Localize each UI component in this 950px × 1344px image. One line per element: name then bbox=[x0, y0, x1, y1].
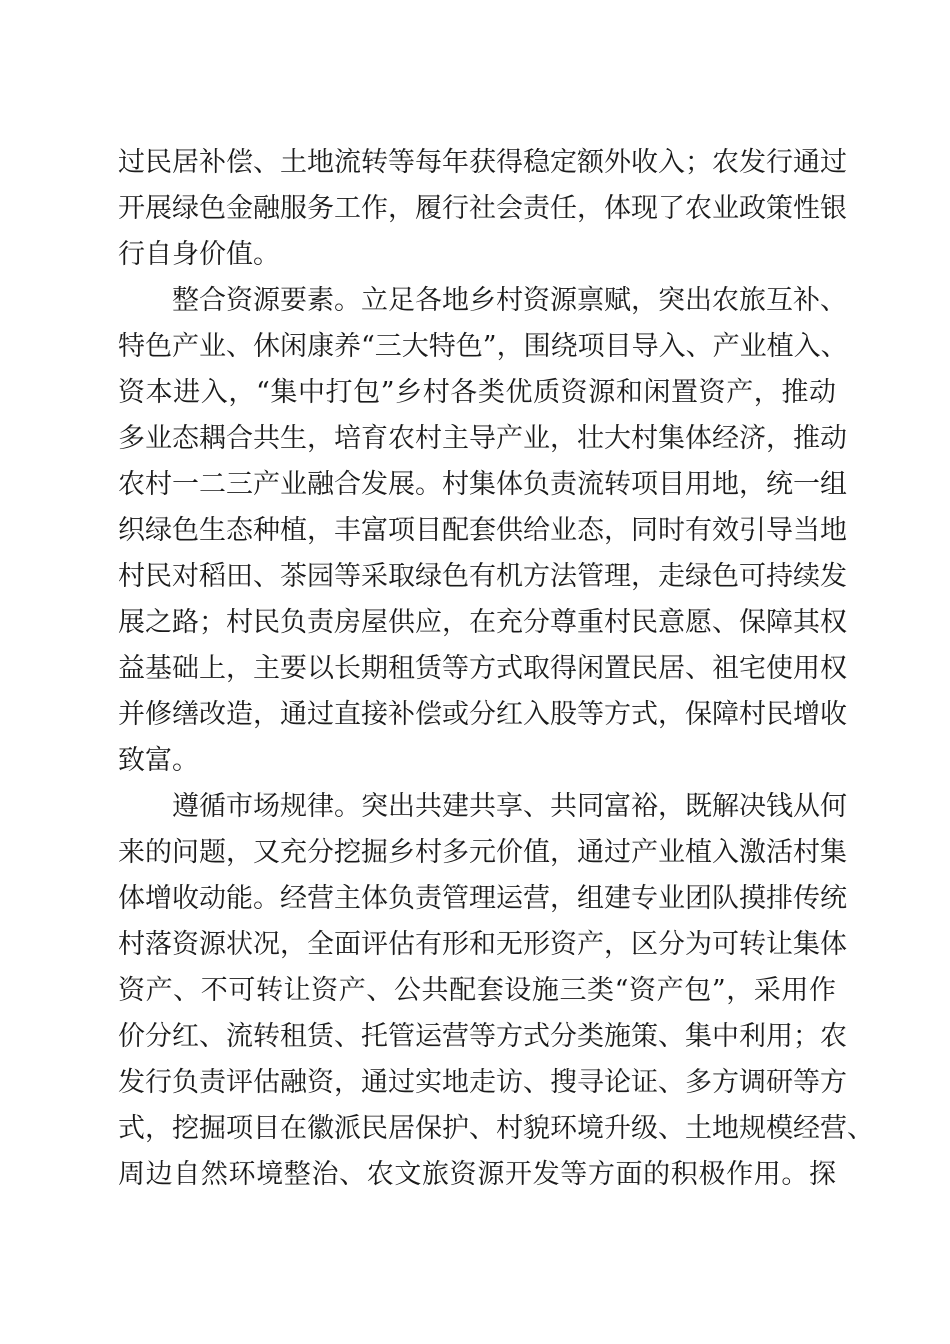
paragraph-continuation bbox=[118, 140, 847, 278]
paragraph-integrate-resources bbox=[118, 278, 848, 784]
text-line: 农村一二三产业融合发展。村集体负责流转项目用地，统一组 bbox=[118, 469, 847, 500]
text-line: 整合资源要素。立足各地乡村资源禀赋，突出农旅互补、 bbox=[172, 285, 847, 316]
text-line: 资产、不可转让资产、公共配套设施三类“资产包”，采用作 bbox=[118, 975, 836, 1006]
text-line: 村落资源状况，全面评估有形和无形资产，区分为可转让集体 bbox=[118, 929, 847, 960]
text-line: 来的问题，又充分挖掘乡村多元价值，通过产业植入激活村集 bbox=[118, 837, 847, 868]
text-line: 多业态耦合共生，培育农村主导产业，壮大村集体经济，推动 bbox=[118, 423, 847, 454]
text-line: 式，挖掘项目在徽派民居保护、村貌环境升级、土地规模经营、 bbox=[118, 1113, 874, 1144]
text-line: 周边自然环境整治、农文旅资源开发等方面的积极作用。探 bbox=[118, 1159, 836, 1190]
text-line: 遵循市场规律。突出共建共享、共同富裕，既解决钱从何 bbox=[172, 791, 847, 822]
text-line: 益基础上，主要以长期租赁等方式取得闲置民居、祖宅使用权 bbox=[118, 653, 847, 684]
text-line: 致富。 bbox=[118, 745, 199, 776]
paragraph-market-rules bbox=[118, 784, 874, 1198]
text-line: 资本进入，“集中打包”乡村各类优质资源和闲置资产，推动 bbox=[118, 377, 836, 408]
text-line: 开展绿色金融服务工作，履行社会责任，体现了农业政策性银 bbox=[118, 193, 847, 224]
text-line: 过民居补偿、土地流转等每年获得稳定额外收入；农发行通过 bbox=[118, 147, 847, 178]
body-text bbox=[118, 140, 874, 1198]
text-line: 织绿色生态种植，丰富项目配套供给业态，同时有效引导当地 bbox=[118, 515, 847, 546]
text-line: 展之路；村民负责房屋供应，在充分尊重村民意愿、保障其权 bbox=[118, 607, 847, 638]
text-line: 价分红、流转租赁、托管运营等方式分类施策、集中利用；农 bbox=[118, 1021, 847, 1052]
text-line: 发行负责评估融资，通过实地走访、搜寻论证、多方调研等方 bbox=[118, 1067, 847, 1098]
text-line: 体增收动能。经营主体负责管理运营，组建专业团队摸排传统 bbox=[118, 883, 847, 914]
text-line: 村民对稻田、茶园等采取绿色有机方法管理，走绿色可持续发 bbox=[118, 561, 847, 592]
text-line: 行自身价值。 bbox=[118, 239, 280, 270]
text-line: 并修缮改造，通过直接补偿或分红入股等方式，保障村民增收 bbox=[118, 699, 847, 730]
text-line: 特色产业、休闲康养“三大特色”，围绕项目导入、产业植入、 bbox=[118, 331, 848, 362]
